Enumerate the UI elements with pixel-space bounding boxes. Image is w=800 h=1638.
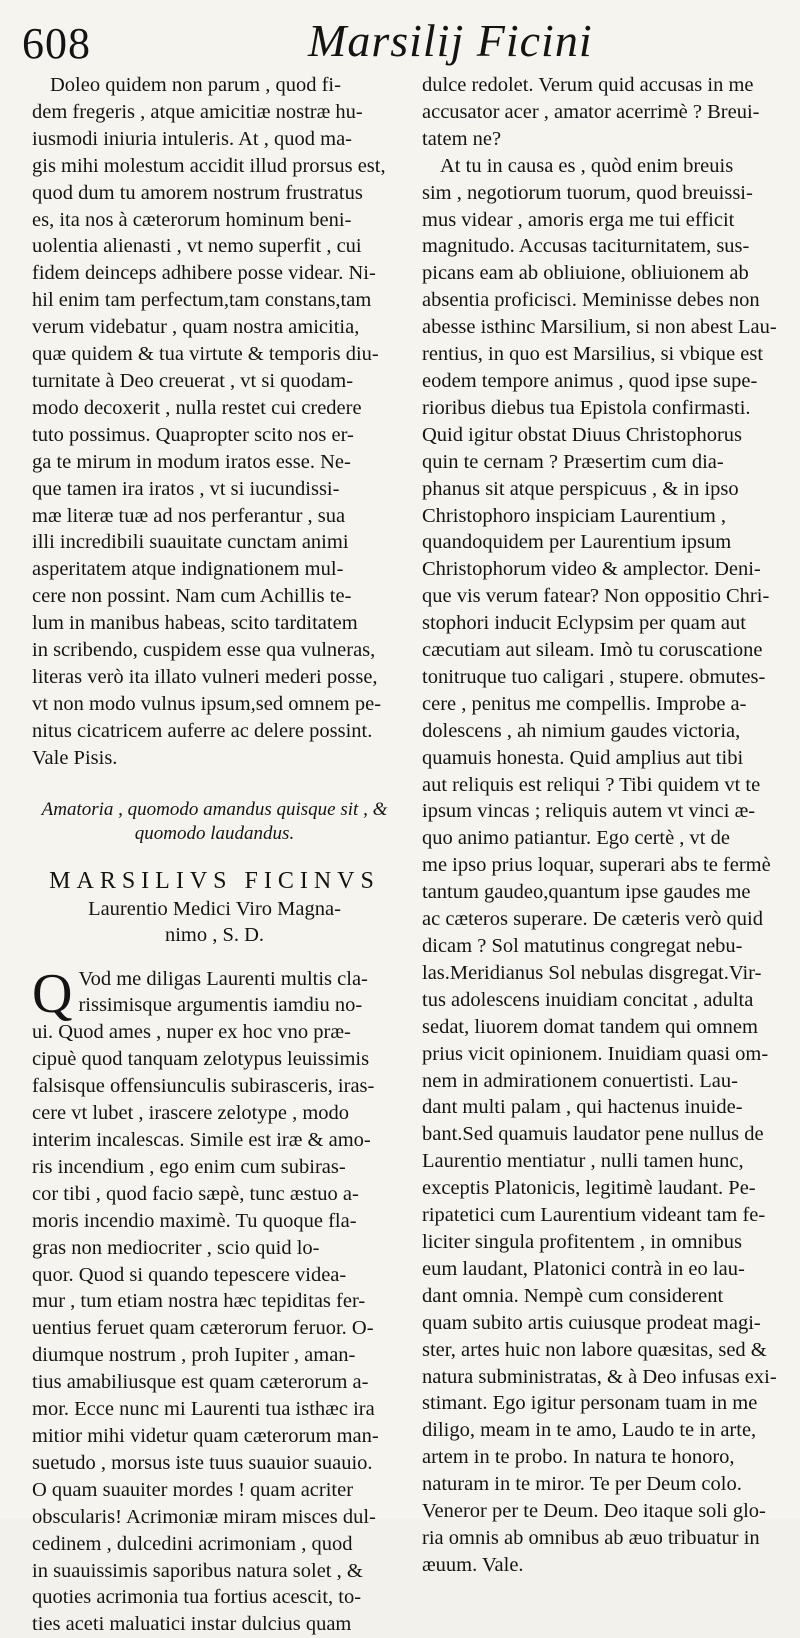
text-line: Laurentio mentiatur , nulli tamen hunc, xyxy=(422,1150,744,1173)
text-line: tuto possimus. Quapropter scito nos er- xyxy=(32,423,354,446)
text-line: literas verò ita illato vulneri mederi posse, xyxy=(32,665,378,688)
text-line: es, ita nos à cæterorum hominum beni- xyxy=(32,208,352,231)
text-line: suetudo , morsus iste tuus suauior suauio. xyxy=(32,1451,373,1474)
text-line: in scribendo, cuspidem esse qua vulneras, xyxy=(32,639,376,662)
text-line: quin te cernam ? Præsertim cum dia- xyxy=(422,450,724,473)
text-line: aut reliquis est reliqui ? Tibi quidem vt te xyxy=(422,773,761,796)
text-line: tatem ne? xyxy=(422,127,502,150)
text-line: Christophorum video & amplector. Deni- xyxy=(422,558,761,581)
text-line: ipsum vincas ; reliquis autem vt vinci æ- xyxy=(422,800,756,823)
text-line: ga te mirum in modum iratos esse. Ne- xyxy=(32,450,351,473)
text-line: Veneror per te Deum. Deo itaque soli glo- xyxy=(422,1500,766,1523)
text-line: turnitate à Deo creuerat , vt si quodam- xyxy=(32,369,354,392)
letter-caption xyxy=(32,798,397,846)
text-line: quandoquidem per Laurentium ipsum xyxy=(422,531,732,554)
letter-body-text xyxy=(32,962,397,1638)
text-line: Amatoria , quomodo amandus quisque sit , & xyxy=(41,798,388,820)
text-line: eum laudant, Platonici contrà in eo lau- xyxy=(422,1257,745,1280)
text-line: las.Meridianus Sol nebulas disgregat.Vir- xyxy=(422,961,762,984)
text-line: dolescens , ah nimium gaudes victoria, xyxy=(422,719,741,742)
text-line: fidem deinceps adhibere posse videar. Ni- xyxy=(32,262,376,285)
text-line: abesse isthinc Marsilium, si non abest Lau- xyxy=(422,316,777,339)
text-line: cedinem , dulcedini acrimoniam , quod xyxy=(32,1532,353,1555)
text-line: mæ literæ tuæ ad nos perferantur , sua xyxy=(32,504,346,527)
text-line: diligo, meam in te amo, Laudo te in arte, xyxy=(422,1419,757,1442)
text-line: gis mihi molestum accidit illud prorsus est, xyxy=(32,154,386,177)
text-line: falsisque offensiunculis subirasceris, iras- xyxy=(32,1075,375,1098)
letter-continuation-intro xyxy=(422,72,784,153)
left-column xyxy=(32,72,397,1638)
text-line: moris incendio maximè. Tu quoque fla- xyxy=(32,1209,357,1232)
text-line: Quid igitur obstat Diuus Christophorus xyxy=(422,423,743,446)
heading-author: MARSILIVS FICINVS xyxy=(49,867,380,894)
text-line: stophori inducit Eclypsim per quam aut xyxy=(422,612,746,635)
text-line: nimo , S. D. xyxy=(164,923,265,946)
text-line: vt non modo vulnus ipsum,sed omnem pe- xyxy=(32,692,382,715)
text-line: que vis verum fatear? Non oppositio Chri- xyxy=(422,585,770,608)
text-line: tius amabiliusque est quam cæterorum a- xyxy=(32,1371,369,1394)
text-line: asperitatem atque indignationem mul- xyxy=(32,558,344,581)
text-line: uolentia alienasti , vt nemo superfit , cui xyxy=(32,235,362,258)
text-line: bant.Sed quamuis laudator pene nullus de xyxy=(422,1123,764,1146)
text-line: tus adolescens inuidiam concitat , adulta xyxy=(422,988,754,1011)
text-line: dem fregeris , atque amicitiæ nostræ hu- xyxy=(32,100,363,123)
text-line: verum videbatur , quam nostra amicitia, xyxy=(32,316,360,339)
text-line: quam subito artis cuiusque prodeat magi- xyxy=(422,1311,761,1334)
text-line: tonitruque tuo caligari , stupere. obmutes- xyxy=(422,665,766,688)
text-line: rentius, in quo est Marsilius, si vbique est xyxy=(422,343,764,366)
text-line: exceptis Platonicis, legitimè laudant. Pe- xyxy=(422,1177,756,1200)
text-line: mur , tum etiam nostra hæc tepiditas fer- xyxy=(32,1290,366,1313)
text-line: picans eam ab obliuione, obliuionem ab xyxy=(422,262,749,285)
text-line: liciter singula profitentem , in omnibus xyxy=(422,1230,742,1253)
page-header xyxy=(0,14,800,76)
text-line: quoties acrimonia tua fortius acescit, to- xyxy=(32,1586,362,1609)
text-line: cipuè quod tanquam zelotypus leuissimis xyxy=(32,1048,370,1071)
right-column xyxy=(422,72,784,1579)
text-line: ac cæteros superare. De cæteris verò quid xyxy=(422,908,763,931)
text-line: sim , negotiorum tuorum, quod breuissi- xyxy=(422,181,753,204)
text-line: diumque nostrum , proh Iupiter , aman- xyxy=(32,1344,356,1367)
letter-heading xyxy=(32,866,397,948)
text-line: nem in admirationem conuertisti. Lau- xyxy=(422,1069,738,1092)
running-title: Marsilij Ficini xyxy=(308,15,593,66)
text-line: ster, artes huic non labore quæsitas, sed & xyxy=(422,1338,767,1361)
text-line: lum in manibus habeas, scito tarditatem xyxy=(32,612,358,635)
text-line: ties aceti maluatici instar dulcius quam xyxy=(32,1613,352,1636)
text-line: illi incredibili suauitate cunctam animi xyxy=(32,531,349,554)
text-line: modo decoxerit , nulla restet cui credere xyxy=(32,396,362,419)
text-line: me ipso prius loquar, superari abs te fermè xyxy=(422,854,771,877)
text-line: Christophoro inspiciam Laurentium , xyxy=(422,504,727,527)
text-line: Doleo quidem non parum , quod fi- xyxy=(50,74,341,96)
letter-body xyxy=(32,962,397,1638)
text-line: dant multi palam , qui hactenus inuide- xyxy=(422,1096,743,1119)
text-line: dulce redolet. Verum quid accusas in me xyxy=(422,74,754,96)
text-line: magnitudo. Accusas taciturnitatem, sus- xyxy=(422,235,750,258)
text-line: æuum. Vale. xyxy=(422,1553,524,1576)
text-line: accusator acer , amator acerrimè ? Breui- xyxy=(422,100,760,123)
drop-cap: Q xyxy=(32,962,73,1025)
text-line: eodem tempore animus , quod ipse supe- xyxy=(422,369,758,392)
text-line: ui. Quod ames , nuper ex hoc vno præ- xyxy=(32,1021,351,1044)
text-line: cere vt lubet , irascere zelotype , modo xyxy=(32,1102,350,1125)
page-number: 608 xyxy=(22,19,91,68)
text-line: in suauissimis saporibus natura solet , & xyxy=(32,1559,363,1582)
text-line: natura subministratas, & à Deo infusas exi- xyxy=(422,1365,777,1388)
text-line: quomodo laudandus. xyxy=(134,822,295,844)
text-line: cor tibi , quod facio sæpè, tunc æstuo a- xyxy=(32,1182,359,1205)
text-line: quo animo patiantur. Ego certè , vt de xyxy=(422,827,730,850)
text-line: iusmodi iniuria intuleris. At , quod ma- xyxy=(32,127,353,150)
text-line: rissimisque argumentis iamdiu no- xyxy=(78,994,363,1017)
heading-recipient xyxy=(32,896,397,948)
letter-end-text xyxy=(32,72,397,772)
text-line: rioribus diebus tua Epistola confirmasti. xyxy=(422,396,751,419)
text-line: mitior mihi videtur quam cæterorum man- xyxy=(32,1424,379,1447)
text-line: At tu in causa es , quòd enim breuis xyxy=(440,154,734,177)
letter-continuation-text xyxy=(422,153,784,1579)
text-line: cæcutiam aut sileam. Imò tu coruscatione xyxy=(422,639,763,662)
text-line: mus videar , amoris erga me tui efficit xyxy=(422,208,735,231)
text-line: tantum gaudeo,quantum ipse gaudes me xyxy=(422,881,751,904)
text-line: naturam in te miror. Te per Deum colo. xyxy=(422,1473,742,1496)
text-line: prius vicit opinionem. Inuidiam quasi om- xyxy=(422,1042,769,1065)
text-line: ria omnis ab omnibus ab æuo tribuatur in xyxy=(422,1526,760,1549)
text-line: gras non mediocriter , scio quid lo- xyxy=(32,1236,320,1259)
text-line: nitus cicatricem auferre ac delere possint. xyxy=(32,719,373,742)
text-line: absentia proficisci. Meminisse debes non xyxy=(422,289,760,312)
text-line: quæ quidem & tua virtute & temporis diu- xyxy=(32,343,379,366)
text-line: ripatetici cum Laurentium videant tam fe- xyxy=(422,1204,766,1227)
text-line: O quam suauiter mordes ! quam acriter xyxy=(32,1478,354,1501)
text-line: phanus sit atque perspicuus , & in ipso xyxy=(422,477,739,500)
text-line: dicam ? Sol matutinus congregat nebu- xyxy=(422,935,743,957)
text-line: hil enim tam perfectum,tam constans,tam xyxy=(32,289,372,312)
text-line: quamuis honesta. Quid amplius aut tibi xyxy=(422,746,744,769)
text-line: mor. Ecce nunc mi Laurenti tua isthæc ira xyxy=(32,1398,375,1421)
text-line: quor. Quod si quando tepescere videa- xyxy=(32,1263,347,1286)
text-line: artem in te probo. In natura te honoro, xyxy=(422,1446,735,1469)
text-line: Laurentio Medici Viro Magna- xyxy=(88,897,341,920)
text-line: interim incalescas. Simile est iræ & amo- xyxy=(32,1129,371,1151)
text-line: que tamen ira iratos , vt si iucundissi- xyxy=(32,477,340,500)
text-line: Vale Pisis. xyxy=(32,746,118,769)
text-line: uentius feruet quam cæterorum feruor. O- xyxy=(32,1317,374,1340)
text-line: stimant. Ego igitur personam tuam in me xyxy=(422,1392,758,1415)
text-line: dant omnia. Nempè cum considerent xyxy=(422,1284,724,1307)
text-line: cere non possint. Nam cum Achillis te- xyxy=(32,585,352,608)
text-line: cere , penitus me compellis. Improbe a- xyxy=(422,692,747,715)
text-line: quod dum tu amorem nostrum frustratus xyxy=(32,181,363,204)
text-line: Vod me diligas Laurenti multis cla- xyxy=(78,967,368,990)
text-line: obscularis! Acrimoniæ miram misces dul- xyxy=(32,1505,376,1528)
text-line: sedat, liuorem domat tandem qui omnem xyxy=(422,1015,758,1038)
text-line: ris incendium , ego enim cum subiras- xyxy=(32,1155,346,1178)
